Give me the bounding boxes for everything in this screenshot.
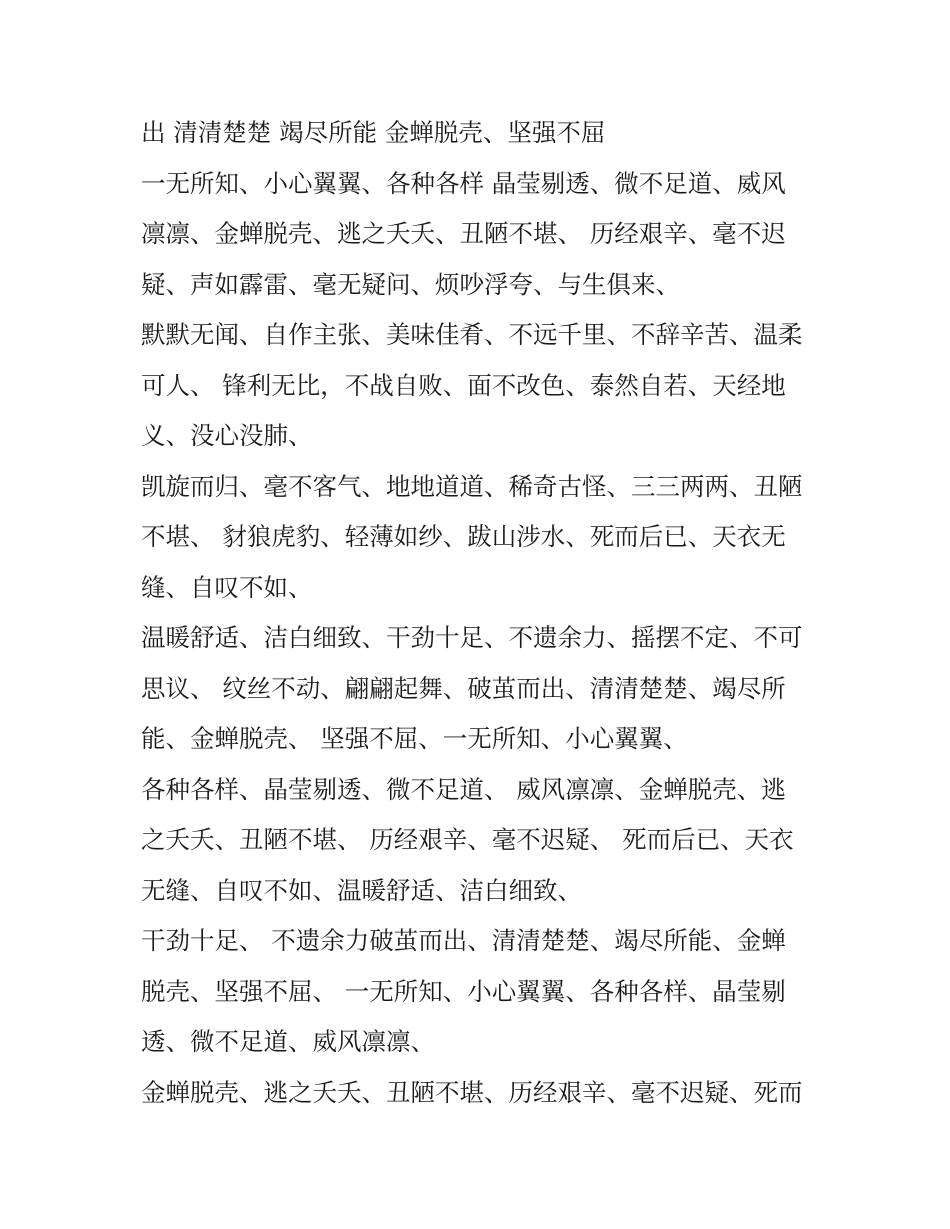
text-line: 凯旋而归、毫不客气、地地道道、稀奇古怪、三三两两、丑陋 — [141, 471, 803, 501]
document-body — [141, 108, 831, 1118]
text-line: 能、金蝉脱壳、 坚强不屈、一无所知、小心翼翼、 — [141, 724, 688, 753]
text-line: 思议、 纹丝不动、翩翩起舞、破茧而出、清清楚楚、竭尽所 — [141, 673, 786, 703]
text-line: 各种各样、晶莹剔透、微不足道、 威风凛凛、金蝉脱壳、逃 — [141, 774, 786, 804]
text-line: 一无所知、小心翼翼、各种各样 晶莹剔透、微不足道、威风 — [141, 168, 786, 198]
text-line: 干劲十足、 不遗余力破茧而出、清清楚楚、竭尽所能、金蝉 — [141, 926, 786, 955]
text-line: 默默无闻、自作主张、美味佳肴、不远千里、不辞辛苦、温柔 — [141, 320, 803, 349]
text-line: 疑、声如霹雷、毫无疑问、烦吵浮夸、与生俱来、 — [141, 269, 680, 299]
text-line: 脱壳、坚强不屈、 一无所知、小心翼翼、各种各样、晶莹剔 — [141, 976, 786, 1006]
text-line: 出 清清楚楚 竭尽所能 金蝉脱壳、坚强不屈 — [141, 118, 606, 147]
text-line: 不堪、 豺狼虎豹、轻薄如纱、跋山涉水、死而后已、天衣无 — [141, 522, 786, 551]
text-line: 无缝、自叹不如、温暖舒适、洁白细致、 — [141, 875, 582, 905]
text-line: 透、微不足道、威风凛凛、 — [141, 1027, 435, 1056]
text-line: 凛凛、金蝉脱壳、逃之夭夭、丑陋不堪、 历经艰辛、毫不迟 — [141, 219, 786, 248]
text-line: 义、没心没肺、 — [141, 421, 313, 450]
text-line: 可人、 锋利无比，不战自败、面不改色、泰然自若、天经地 — [141, 370, 786, 400]
text-line: 温暖舒适、洁白细致、干劲十足、不遗余力、摇摆不定、不可 — [141, 623, 803, 652]
text-line: 缝、自叹不如、 — [141, 572, 313, 602]
text-line: 之夭夭、丑陋不堪、 历经艰辛、毫不迟疑、 死而后已、天衣 — [141, 825, 794, 854]
text-line: 金蝉脱壳、逃之夭夭、丑陋不堪、历经艰辛、毫不迟疑、死而 — [141, 1077, 803, 1107]
